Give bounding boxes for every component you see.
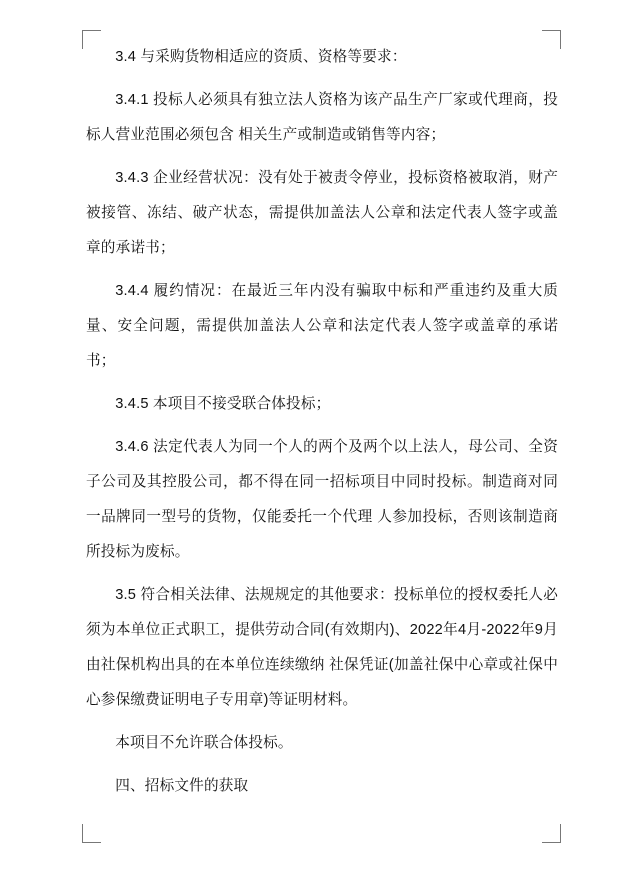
paragraph-3-4-5: 3.4.5 本项目不接受联合体投标； [115, 396, 331, 412]
paragraph-3-4-3: 3.4.3 企业经营状况：没有处于被责令停业，投标资格被取消，财产被接管、冻结、破产状态，需提供加盖法人公章和法定代表人签字或盖章的承诺书； [86, 170, 558, 256]
paragraph-no-consortium: 本项目不允许联合体投标。 [115, 735, 293, 751]
document-body [86, 40, 558, 830]
paragraph-3-4-1: 3.4.1 投标人必须具有独立法人资格为该产品生产厂家或代理商，投标人营业范围必须包含 相关生产或制造或销售等内容； [86, 92, 558, 143]
paragraph-3-5: 3.5 符合相关法律、法规规定的其他要求：投标单位的授权委托人必须为本单位正式职工，提供劳动合同(有效期内)、2022年4月-2022年9月由社保机构出具的在本单位连续缴纳 社保凭证(加盖社保中心章或社保中心参保缴费证明电子专用章)等证明材料。 [86, 587, 558, 708]
heading-section-four: 四、招标文件的获取 [115, 778, 249, 794]
paragraph-3-4-4: 3.4.4 履约情况：在最近三年内没有骗取中标和严重违约及重大质量、安全问题，需提供加盖法人公章和法定代表人签字或盖章的承诺书； [86, 283, 558, 369]
paragraph-3-4-6: 3.4.6 法定代表人为同一个人的两个及两个以上法人，母公司、全资子公司及其控股公司，都不得在同一招标项目中同时投标。制造商对同一品牌同一型号的货物，仅能委托一个代理 人参加投标，否则该制造商所投标为废标。 [86, 439, 558, 560]
paragraph-3-4: 3.4 与采购货物相适应的资质、资格等要求： [115, 49, 407, 65]
